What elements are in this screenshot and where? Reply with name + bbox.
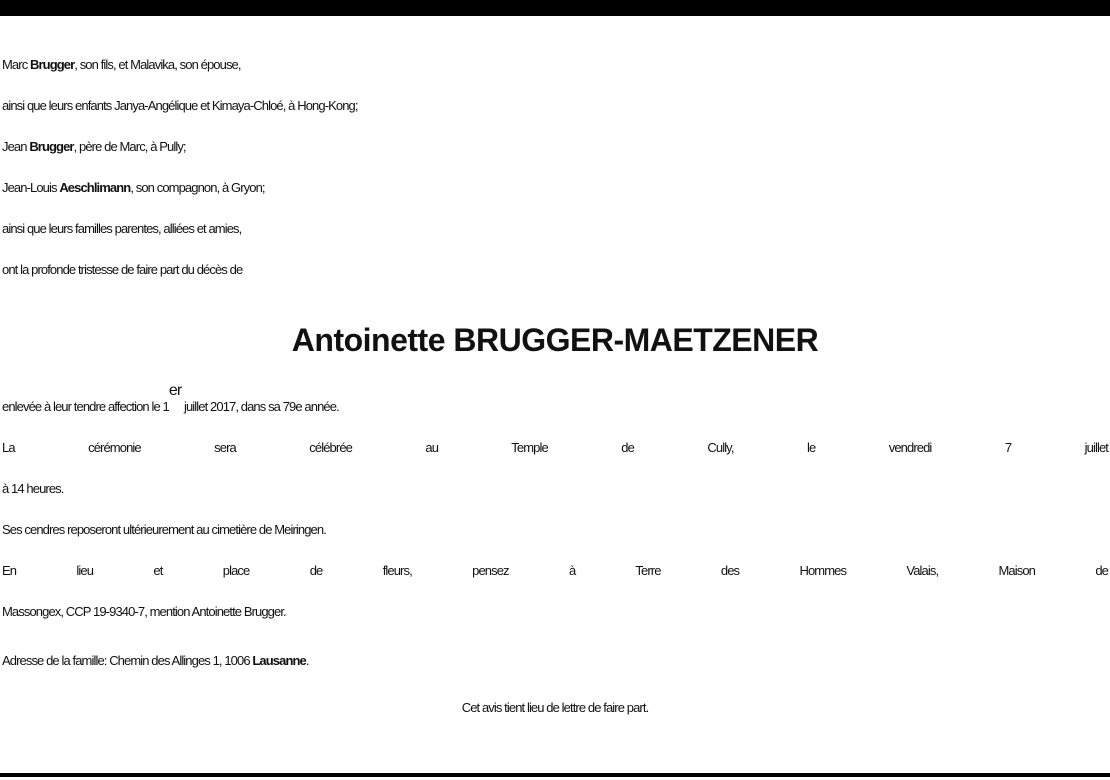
family-line-announcement: ont la profonde tristesse de faire part du décès de — [2, 262, 243, 277]
surname-brugger: Brugger — [29, 139, 74, 154]
top-border-rule — [0, 0, 1110, 16]
family-line-children: ainsi que leurs enfants Janya-Angélique et Kimaya-Chloé, à Hong-Kong; — [2, 98, 358, 113]
city-lausanne: Lausanne — [252, 653, 306, 668]
surname-brugger: Brugger — [30, 57, 75, 72]
donation-line: En lieu et place de fleurs, pensez à Terre des Hommes Valais, Maison de — [2, 563, 1108, 578]
bottom-border-rule — [0, 773, 1110, 777]
surname-aeschlimann: Aeschlimann — [59, 180, 131, 195]
ashes-line: Ses cendres reposeront ultérieurement au cimetière de Meiringen. — [2, 522, 326, 537]
ceremony-time-line: à 14 heures. — [2, 481, 64, 496]
closing-note: Cet avis tient lieu de lettre de faire part. — [461, 700, 649, 715]
ordinal-superscript: er — [168, 382, 182, 399]
family-line-jean-louis: Jean-Louis Aeschlimann, son compagnon, à Gryon; — [2, 180, 265, 195]
ceremony-line: La cérémonie sera célébrée au Temple de Cully, le vendredi 7 juillet — [2, 440, 1108, 455]
family-address: Adresse de la famille: Chemin des Allinges 1, 1006 Lausanne. — [2, 653, 309, 668]
donation-details-line: Massongex, CCP 19-9340-7, mention Antoinette Brugger. — [2, 604, 286, 619]
family-line-relatives: ainsi que leurs familles parentes, alliées et amies, — [2, 221, 242, 236]
death-notice — [2, 44, 1108, 728]
family-line-marc: Marc Brugger, son fils, et Malavika, son épouse, — [2, 57, 241, 72]
family-line-jean: Jean Brugger, père de Marc, à Pully; — [2, 139, 186, 154]
deceased-name: Antoinette BRUGGER-MAETZENER — [291, 322, 819, 358]
death-date-line: enlevée à leur tendre affection le 1er juillet 2017, dans sa 79e année. — [2, 382, 339, 414]
